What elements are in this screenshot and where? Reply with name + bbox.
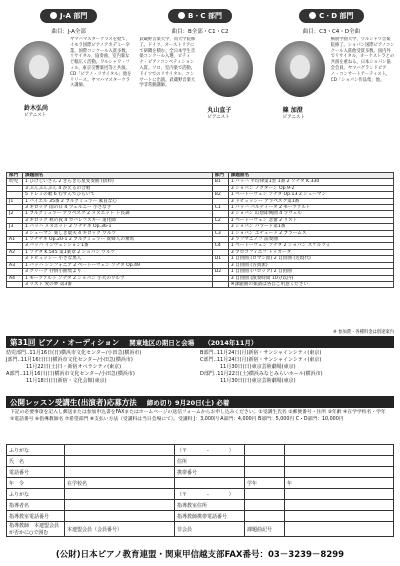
judge-badge: J-A 部門 bbox=[40, 9, 97, 23]
form-row bbox=[7, 500, 394, 511]
form-field[interactable] bbox=[245, 511, 285, 522]
judge-photo bbox=[203, 41, 253, 97]
application-form bbox=[6, 444, 394, 537]
piece-cell: 1 自由曲 (ロマン派) 2 自由曲 (近現代) bbox=[228, 256, 393, 262]
deadline: 締め切り 9月20日(土) 必着 bbox=[146, 398, 230, 407]
piece-cell: 3 ぶんぶんぶん 4 かえるの合唱 bbox=[23, 185, 213, 191]
form-row bbox=[7, 478, 394, 489]
piece-cell: 1 ベートーヴェン 悲愴 2 リスト bbox=[228, 217, 393, 223]
judge-bio: 桐朋学園大学、ワルシャワ音楽院修了。ショパン国際ピアノコンクール入賞他受賞多数。国内外でリサイタル、オーケストラとの共演を重ねる。日本ショパン協会会員。ヤマハグランドピアノ・コンサートアーティスト。CD「ショパン作品集」他。 bbox=[330, 37, 395, 83]
judge-repertoire: 曲目：B全部・C1・C2 bbox=[171, 29, 229, 35]
table-header: 部門 bbox=[7, 173, 23, 179]
form-field[interactable] bbox=[65, 456, 175, 467]
form-field[interactable] bbox=[175, 478, 245, 489]
division-cell: D2 bbox=[212, 269, 228, 275]
piece-cell: 3 リスト 愛の夢 第3番 bbox=[23, 281, 213, 287]
section-title: 公開レッスン受講生(出演者)応募方法 bbox=[10, 397, 137, 407]
division-cell: A2 bbox=[7, 249, 23, 255]
piece-cell: 1 バッハ 平均律第1巻 1番 2 ソナタ K.330 bbox=[228, 179, 393, 185]
schedule-line: C部門‥11月24日(月)新宿・サンシャインシティ(東京) bbox=[200, 357, 322, 363]
form-field[interactable] bbox=[245, 500, 285, 511]
piece-cell: 3 バッハ インヴェンション1番 bbox=[23, 243, 213, 249]
division-cell: 幼児 bbox=[7, 179, 23, 185]
fax-footer: (公財)日本ピアノ教育連盟・関東甲信越支部FAX番号：03－3239－8299 bbox=[55, 550, 345, 560]
schedule bbox=[6, 350, 394, 398]
division-cell: B2 bbox=[212, 192, 228, 198]
form-label: 非会員 bbox=[175, 522, 245, 537]
schedule-left bbox=[6, 350, 200, 398]
piece-cell: 5 ドレミの歌 6 むすんでひらいて bbox=[23, 192, 213, 198]
form-label: 住所 bbox=[175, 456, 245, 467]
form-label: 指導者名 bbox=[7, 500, 65, 511]
piece-cell: 1 ショパン エチュード 2 ブラームス bbox=[228, 230, 393, 236]
form-label: 携帯番号 bbox=[175, 467, 245, 478]
form-field[interactable] bbox=[285, 445, 394, 456]
form-label: 指導教師 本連盟会員が否かに○で囲む bbox=[7, 522, 65, 537]
form-field[interactable] bbox=[285, 467, 394, 478]
form-field[interactable] bbox=[65, 445, 175, 456]
form-field[interactable] bbox=[245, 489, 285, 500]
form-field[interactable] bbox=[65, 500, 175, 511]
piece-cell: 1 ソナタ K.545 第1楽章 2 ショパン ワルツ bbox=[23, 249, 213, 255]
division-cell bbox=[7, 281, 23, 287]
table-header: 課題曲名 bbox=[23, 173, 213, 179]
form-label: ふりがな bbox=[7, 445, 65, 456]
judge-bc bbox=[137, 5, 262, 170]
piece-cell: 1 自由曲 (バロック) 2 自由曲 bbox=[228, 269, 393, 275]
schedule-line: 11月30日(日)東京芸術劇場(東京) bbox=[200, 364, 296, 370]
table-row bbox=[7, 281, 394, 287]
judge-repertoire: 曲目：C3・C4・D全曲 bbox=[302, 29, 361, 35]
piece-cell: ※課題曲の楽譜は各自ご用意ください bbox=[228, 281, 393, 287]
judge-photo bbox=[275, 41, 325, 97]
judge-bio: ヤマハマスタークラスを経て、イモラ国際ピアノアカデミー卒業。国際コンクール入賞多数。リサイタル、協奏曲、室内楽など幅広く活動。ワルシャワ・フィル、東京交響楽団等と共演。CD「ピアノ・リサイタル」他をリリース。ヤマハマスタークラス講師。 bbox=[70, 37, 132, 89]
piece-cell: 1 ベートーヴェン ソナタ 2 ショパン スケルツォ bbox=[228, 243, 393, 249]
form-field[interactable] bbox=[245, 467, 285, 478]
form-row bbox=[7, 489, 394, 500]
form-label: 電話番号 bbox=[7, 467, 65, 478]
division-cell: B1 bbox=[212, 179, 228, 185]
schedule-line: A部門‥11月16日(日)横浜市文化センター/小田急(横浜市) bbox=[6, 371, 135, 377]
division-cell: C4 bbox=[212, 243, 228, 249]
piece-cell: 3 自由曲 (古典派) bbox=[228, 262, 393, 268]
form-label: （〒 - ） bbox=[175, 489, 245, 500]
schedule-line: D部門‥11月22日(土)横浜みなとみらいホール(横浜市) bbox=[200, 371, 323, 377]
form-field[interactable] bbox=[65, 511, 175, 522]
form-label: 年 令 bbox=[7, 478, 65, 489]
syllabus-table bbox=[6, 172, 394, 288]
division-cell: A1 bbox=[7, 237, 23, 243]
form-field[interactable] bbox=[245, 456, 285, 467]
schedule-line: 11月30日(日)東京芸術劇場(東京) bbox=[200, 378, 296, 384]
judge-name: 丸山直子 ピアニスト bbox=[207, 107, 232, 120]
form-label: 指導教室電話番号 bbox=[7, 511, 65, 522]
piece-cell: 3 ショパン ノクターン Op.9-2 bbox=[228, 185, 393, 191]
piece-cell: 3 グリーグ 抒情小曲集より bbox=[23, 269, 213, 275]
section-year: （2014年11月） bbox=[204, 338, 258, 347]
division-cell: J3 bbox=[7, 224, 23, 230]
piece-cell: 1 ベートーヴェン ソナタ Op.13 2 シューマン bbox=[228, 192, 393, 198]
section-subtitle: 関東地区の期日と会場 bbox=[129, 338, 195, 347]
piece-cell: 1 ひげじいさん 2 きらきら星変奏曲 (抜粋) bbox=[23, 179, 213, 185]
piece-cell: 1 バッハ メヌエット 2 ソナチネ Op.36-1 bbox=[23, 224, 213, 230]
judge-badge: B・C 部門 bbox=[168, 9, 232, 23]
division-cell bbox=[212, 281, 228, 287]
judges-section bbox=[6, 5, 394, 170]
syllabus-note: ※ 参加費・各種料金は別途案内 bbox=[333, 330, 394, 335]
form-field[interactable] bbox=[245, 445, 285, 456]
division-cell: J1 bbox=[7, 198, 23, 204]
form-label: 在学校名 bbox=[65, 478, 175, 489]
piece-cell: 1 バイエル 35番 2 ブルグミュラー 素直な心 bbox=[23, 198, 213, 204]
piece-cell: 3 ラフマニノフ 前奏曲 bbox=[228, 237, 393, 243]
form-row bbox=[7, 445, 394, 456]
form-label: 本連盟会員（会員番号） bbox=[65, 522, 175, 537]
judge-repertoire: 曲目：J-A全部 bbox=[51, 29, 86, 35]
form-field[interactable] bbox=[285, 511, 394, 522]
form-row bbox=[7, 511, 394, 522]
division-cell: A3 bbox=[7, 262, 23, 268]
division-cell: C2 bbox=[212, 217, 228, 223]
form-field[interactable] bbox=[285, 456, 394, 467]
piece-cell: 1 バッハ シンフォニア 2 ベートーヴェン ソナタ Op.49 bbox=[23, 262, 213, 268]
application-instructions: 下記の必要事項を記入し郵送または参加申込書をFAXまたはホームページの送信フォームからお申し込みください。①受講生氏名 ②郵便番号・住所 ③年齢 ④在学学校名・学年 ⑤電話番号 ⑥指導教師名 ⑦希望部門 ⑧支払い方法（受講料は当日会場にて）。受講料 J：3,000円 A部門：4,000円 B部門：5,000円 C・D部門：10,000円 bbox=[10, 410, 386, 422]
piece-cell: 3 ギロック 秋の夜 4 カバレフスキー 道化師 bbox=[23, 217, 213, 223]
form-label: 氏 名 bbox=[7, 456, 65, 467]
division-cell: C3 bbox=[212, 230, 228, 236]
judge-name: 篠 加澄 ピアニスト bbox=[282, 107, 305, 120]
division-cell: D1 bbox=[212, 256, 228, 262]
judge-ja bbox=[6, 5, 131, 170]
section-audition-header bbox=[6, 336, 394, 348]
form-label: ふりがな bbox=[7, 489, 65, 500]
form-field[interactable] bbox=[285, 489, 394, 500]
schedule-line: 幼児部門‥11月16日(日)横浜市文化センター/小田急(横浜市) bbox=[6, 350, 142, 356]
judge-photo bbox=[14, 41, 64, 97]
piece-cell: 3 ギロック 雨の日 4 ツェルニー 小さな手 bbox=[23, 205, 213, 211]
section-application-header bbox=[6, 396, 394, 408]
form-field[interactable] bbox=[65, 467, 175, 478]
division-cell: J2 bbox=[7, 211, 23, 217]
form-label: （〒 - ） bbox=[175, 445, 245, 456]
schedule-line: 11月18日(日)新宿・文化会館(東京) bbox=[6, 378, 107, 384]
syllabus-table-area bbox=[6, 172, 394, 328]
judge-badge: C・D 部門 bbox=[299, 9, 363, 23]
table-header: 部門 bbox=[212, 173, 228, 179]
form-label: 学年 bbox=[245, 478, 285, 489]
piece-cell: 1 モーツァルト ソナタ 2 ショパン 小犬のワルツ bbox=[23, 275, 213, 281]
piece-cell: 1 ブルグミュラー アラベスク 2 メヌエット ト長調 bbox=[23, 211, 213, 217]
piece-cell: 3 プロコフィエフ トッカータ bbox=[228, 249, 393, 255]
judge-bio: 武蔵野音楽大学、同大学院修了。ドイツ、オーストリアにて研鑽を積む。全日本学生音楽コンクール入選、ピティナ・ピアノコンペティション入賞。ソロ、室内楽で活動。ドイツでのリサイタル、コンサートに出演。武蔵野音楽大学非常勤講師。 bbox=[139, 37, 196, 89]
form-label: 指導教師携帯電話番号 bbox=[175, 511, 245, 522]
piece-cell: 3 自由曲 (演奏時間 10分以内) bbox=[228, 275, 393, 281]
form-row bbox=[7, 522, 394, 537]
section-title: 第31回 ピアノ・オーディション bbox=[10, 337, 120, 347]
judge-name: 鈴木弘尚 ピアニスト bbox=[24, 105, 49, 118]
judge-cd bbox=[269, 5, 394, 170]
form-field[interactable] bbox=[285, 500, 394, 511]
table-header: 課題曲名 bbox=[228, 173, 393, 179]
form-field[interactable] bbox=[65, 489, 175, 500]
piece-cell: 3 ショパン バラード第1番 bbox=[228, 224, 393, 230]
form-label: 課題曲記号 bbox=[245, 522, 285, 537]
form-row bbox=[7, 456, 394, 467]
piece-cell: 3 ドビュッシー 小さな黒人 bbox=[23, 256, 213, 262]
piece-cell: 3 ショパン 幻想即興曲 4 ラヴェル bbox=[228, 211, 393, 217]
schedule-right bbox=[200, 350, 394, 398]
piece-cell: 3 シューマン 楽しき農夫 4 ギロック ワルツ bbox=[23, 230, 213, 236]
piece-cell: 1 ソナチネ Op.20-1 2 ブルグミュラー 貴婦人の乗馬 bbox=[23, 237, 213, 243]
division-cell: C1 bbox=[212, 205, 228, 211]
form-label: 指導教室住所 bbox=[175, 500, 245, 511]
piece-cell: 3 ドビュッシー アラベスク第1番 bbox=[228, 198, 393, 204]
schedule-line: J部門‥11月16日(日)横浜市文化センター/小田急(横浜市) bbox=[6, 357, 133, 363]
form-field[interactable] bbox=[285, 522, 394, 537]
form-label: 年 bbox=[285, 478, 394, 489]
division-cell: A4 bbox=[7, 275, 23, 281]
piece-cell: 1 バッハ パルティータ 2 モーツァルト bbox=[228, 205, 393, 211]
schedule-line: B部門‥11月24日(月)新宿・サンシャインシティ(東京) bbox=[200, 350, 322, 356]
form-row bbox=[7, 467, 394, 478]
schedule-line: 11月22日(土)日・新宿オペラシティ(東京) bbox=[6, 364, 122, 370]
